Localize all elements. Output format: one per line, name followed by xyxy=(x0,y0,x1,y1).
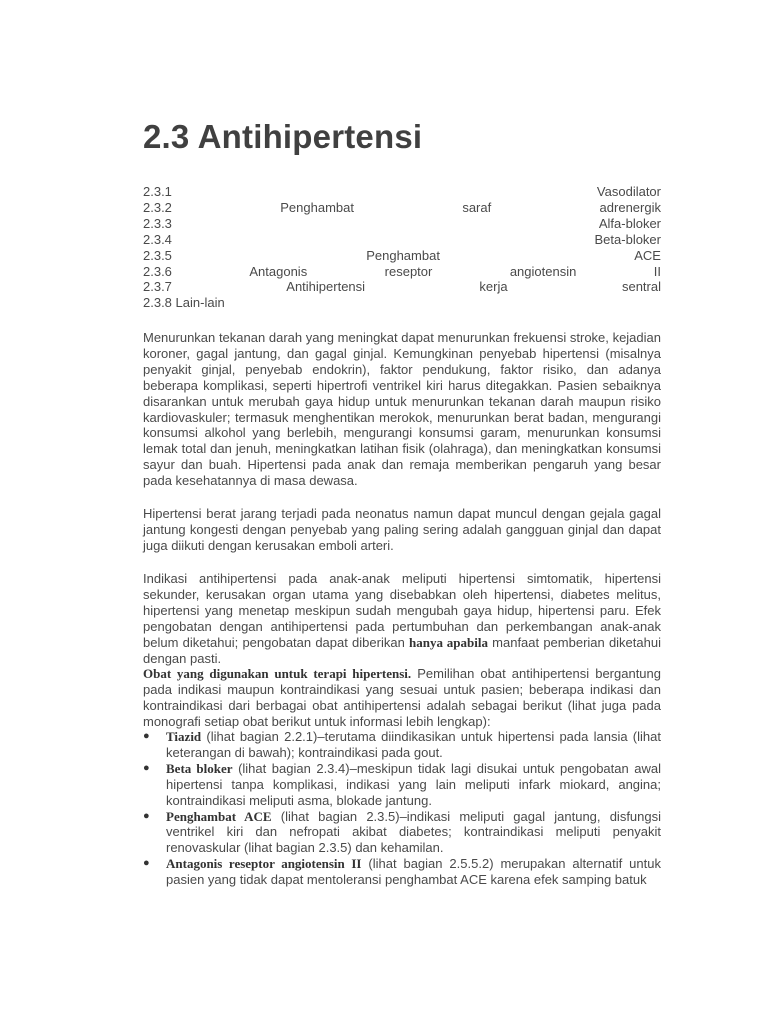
toc-word: reseptor xyxy=(384,263,433,279)
toc-number: 2.3.6 xyxy=(143,263,172,279)
toc-number: 2.3.7 xyxy=(143,279,172,295)
toc-word: Penghambat xyxy=(366,247,440,263)
toc-word: kerja xyxy=(479,279,508,295)
toc-word: Lain-lain xyxy=(175,295,225,311)
list-item xyxy=(143,809,661,857)
bullet-icon: ● xyxy=(143,730,150,742)
toc-word: ACE xyxy=(634,247,661,263)
toc-row xyxy=(143,216,661,232)
toc-number: 2.3.4 xyxy=(143,231,172,247)
paragraph-drug-usage xyxy=(143,666,661,730)
list-item xyxy=(143,856,661,888)
toc-number: 2.3.5 xyxy=(143,247,172,263)
paragraph-intro: Menurunkan tekanan darah yang meningkat dapat menurunkan frekuensi stroke, kejadian koroner, gagal jantung, dan gagal ginjal. Kemungkinan penyebab hipertensi (misalnya penyakit ginjal, penyebab endokrin), faktor pendukung, faktor risiko, dan adanya beberapa komplikasi, seperti hipertrofi ventrikel kiri harus ditegakkan. Pasien sebaiknya disarankan untuk merubah gaya hidup untuk menurunkan tekanan darah maupun risiko kardiovaskuler; termasuk menghentikan merokok, menurunkan berat badan, mengurangi konsumsi alkohol yang berlebih, mengurangi konsumsi garam, menurunkan konsumsi lemak total dan jenuh, meningkatkan latihan fisik (olahraga), dan meningkatkan konsumsi sayur dan buah. Hipertensi pada anak dan remaja memberikan pengaruh yang besar pada kesehatannya di masa dewasa. xyxy=(143,330,661,489)
bullet-icon: ● xyxy=(143,857,150,870)
page-title: 2.3 Antihipertensi xyxy=(143,118,423,155)
toc-row xyxy=(143,295,661,311)
paragraph-neonatal: Hipertensi berat jarang terjadi pada neonatus namun dapat muncul dengan gejala gagal jantung kongesti dengan penyebab yang paling sering adalah gangguan ginjal dan dapat juga diikuti dengan kerusakan emboli arteri. xyxy=(143,506,661,553)
drug-usage-text: Pemilihan obat antihipertensi bergantung pada indikasi maupun kontraindikasi yang sesuai untuk pasien; beberapa indikasi dan kontraindikasi dari berbagai obat antihipertensi adalah sebagai berikut (lihat juga pada monografi setiap obat berikut untuk informasi lebih lengkap): xyxy=(143,666,661,729)
toc-word: Alfa-bloker xyxy=(598,215,661,231)
toc-row xyxy=(143,232,661,248)
drug-class-list xyxy=(143,729,661,888)
indications-text-end: manfaat pemberian diketahui dengan pasti. xyxy=(143,634,661,666)
paragraph-indications xyxy=(143,571,661,666)
list-item xyxy=(143,729,661,761)
toc-number: 2.3.8 xyxy=(143,295,172,311)
drug-class-description: (lihat bagian 2.3.5)–indikasi meliputi gagal jantung, disfungsi ventrikel kiri dan nefropati akibat diabetes; kontraindikasi meliputi penyakit renovaskular (lihat bagian 2.3.5) dan kehamilan. xyxy=(166,808,662,856)
bullet-icon: ● xyxy=(143,761,150,774)
toc-row xyxy=(143,184,661,200)
section-lead-heading: Obat yang digunakan untuk terapi hipertensi. xyxy=(143,666,412,681)
toc-word: saraf xyxy=(462,199,492,215)
drug-class-name: Penghambat ACE xyxy=(166,808,272,824)
drug-class-description: (lihat bagian 2.2.1)–terutama diindikasikan untuk hipertensi pada lansia (lihat keterangan di bawah); kontraindikasi pada gout. xyxy=(166,729,661,760)
toc-word: II xyxy=(653,263,661,279)
toc-number: 2.3.3 xyxy=(143,215,172,231)
toc-word: Vasodilator xyxy=(596,184,661,199)
bullet-icon: ● xyxy=(143,809,150,822)
toc-word: Antagonis xyxy=(249,263,308,279)
toc-word: sentral xyxy=(621,279,661,295)
toc-number: 2.3.2 xyxy=(143,199,172,215)
list-item xyxy=(143,761,661,809)
table-of-contents xyxy=(143,184,661,311)
drug-class-name: Beta bloker xyxy=(166,760,233,776)
drug-class-name: Tiazid xyxy=(166,729,202,744)
emphasis-text: hanya apabila xyxy=(408,634,488,650)
toc-word: Penghambat xyxy=(280,199,354,215)
toc-word: Beta-bloker xyxy=(594,231,661,247)
toc-row xyxy=(143,264,661,280)
toc-row xyxy=(143,279,661,295)
toc-word: Antihipertensi xyxy=(286,279,366,295)
indications-text: Indikasi antihipertensi pada anak-anak meliputi hipertensi simtomatik, hipertensi sekunder, kerusakan organ utama yang disebabkan oleh hipertensi, diabetes melitus, hipertensi yang menetap meskipun sudah mengubah gaya hidup, hipertensi paru. Efek pengobatan dengan antihipertensi pada pertumbuhan dan perkembangan anak-anak belum diketahui; pengobatan dapat diberikan xyxy=(143,571,661,650)
toc-word: angiotensin xyxy=(509,263,577,279)
toc-word: adrenergik xyxy=(599,199,661,215)
toc-number: 2.3.1 xyxy=(143,184,172,199)
drug-class-description: (lihat bagian 2.3.4)–meskipun tidak lagi disukai untuk pengobatan awal hipertensi tanpa komplikasi, indikasi yang lain meliputi infark miokard, angina; kontraindikasi meliputi asma, blokade jantung. xyxy=(166,760,661,808)
drug-class-name: Antagonis reseptor angiotensin II xyxy=(166,856,362,872)
toc-row xyxy=(143,200,661,216)
toc-row xyxy=(143,248,661,264)
drug-class-description: (lihat bagian 2.5.5.2) merupakan alternatif untuk pasien yang tidak dapat mentoleransi penghambat ACE karena efek samping batuk xyxy=(166,856,661,888)
